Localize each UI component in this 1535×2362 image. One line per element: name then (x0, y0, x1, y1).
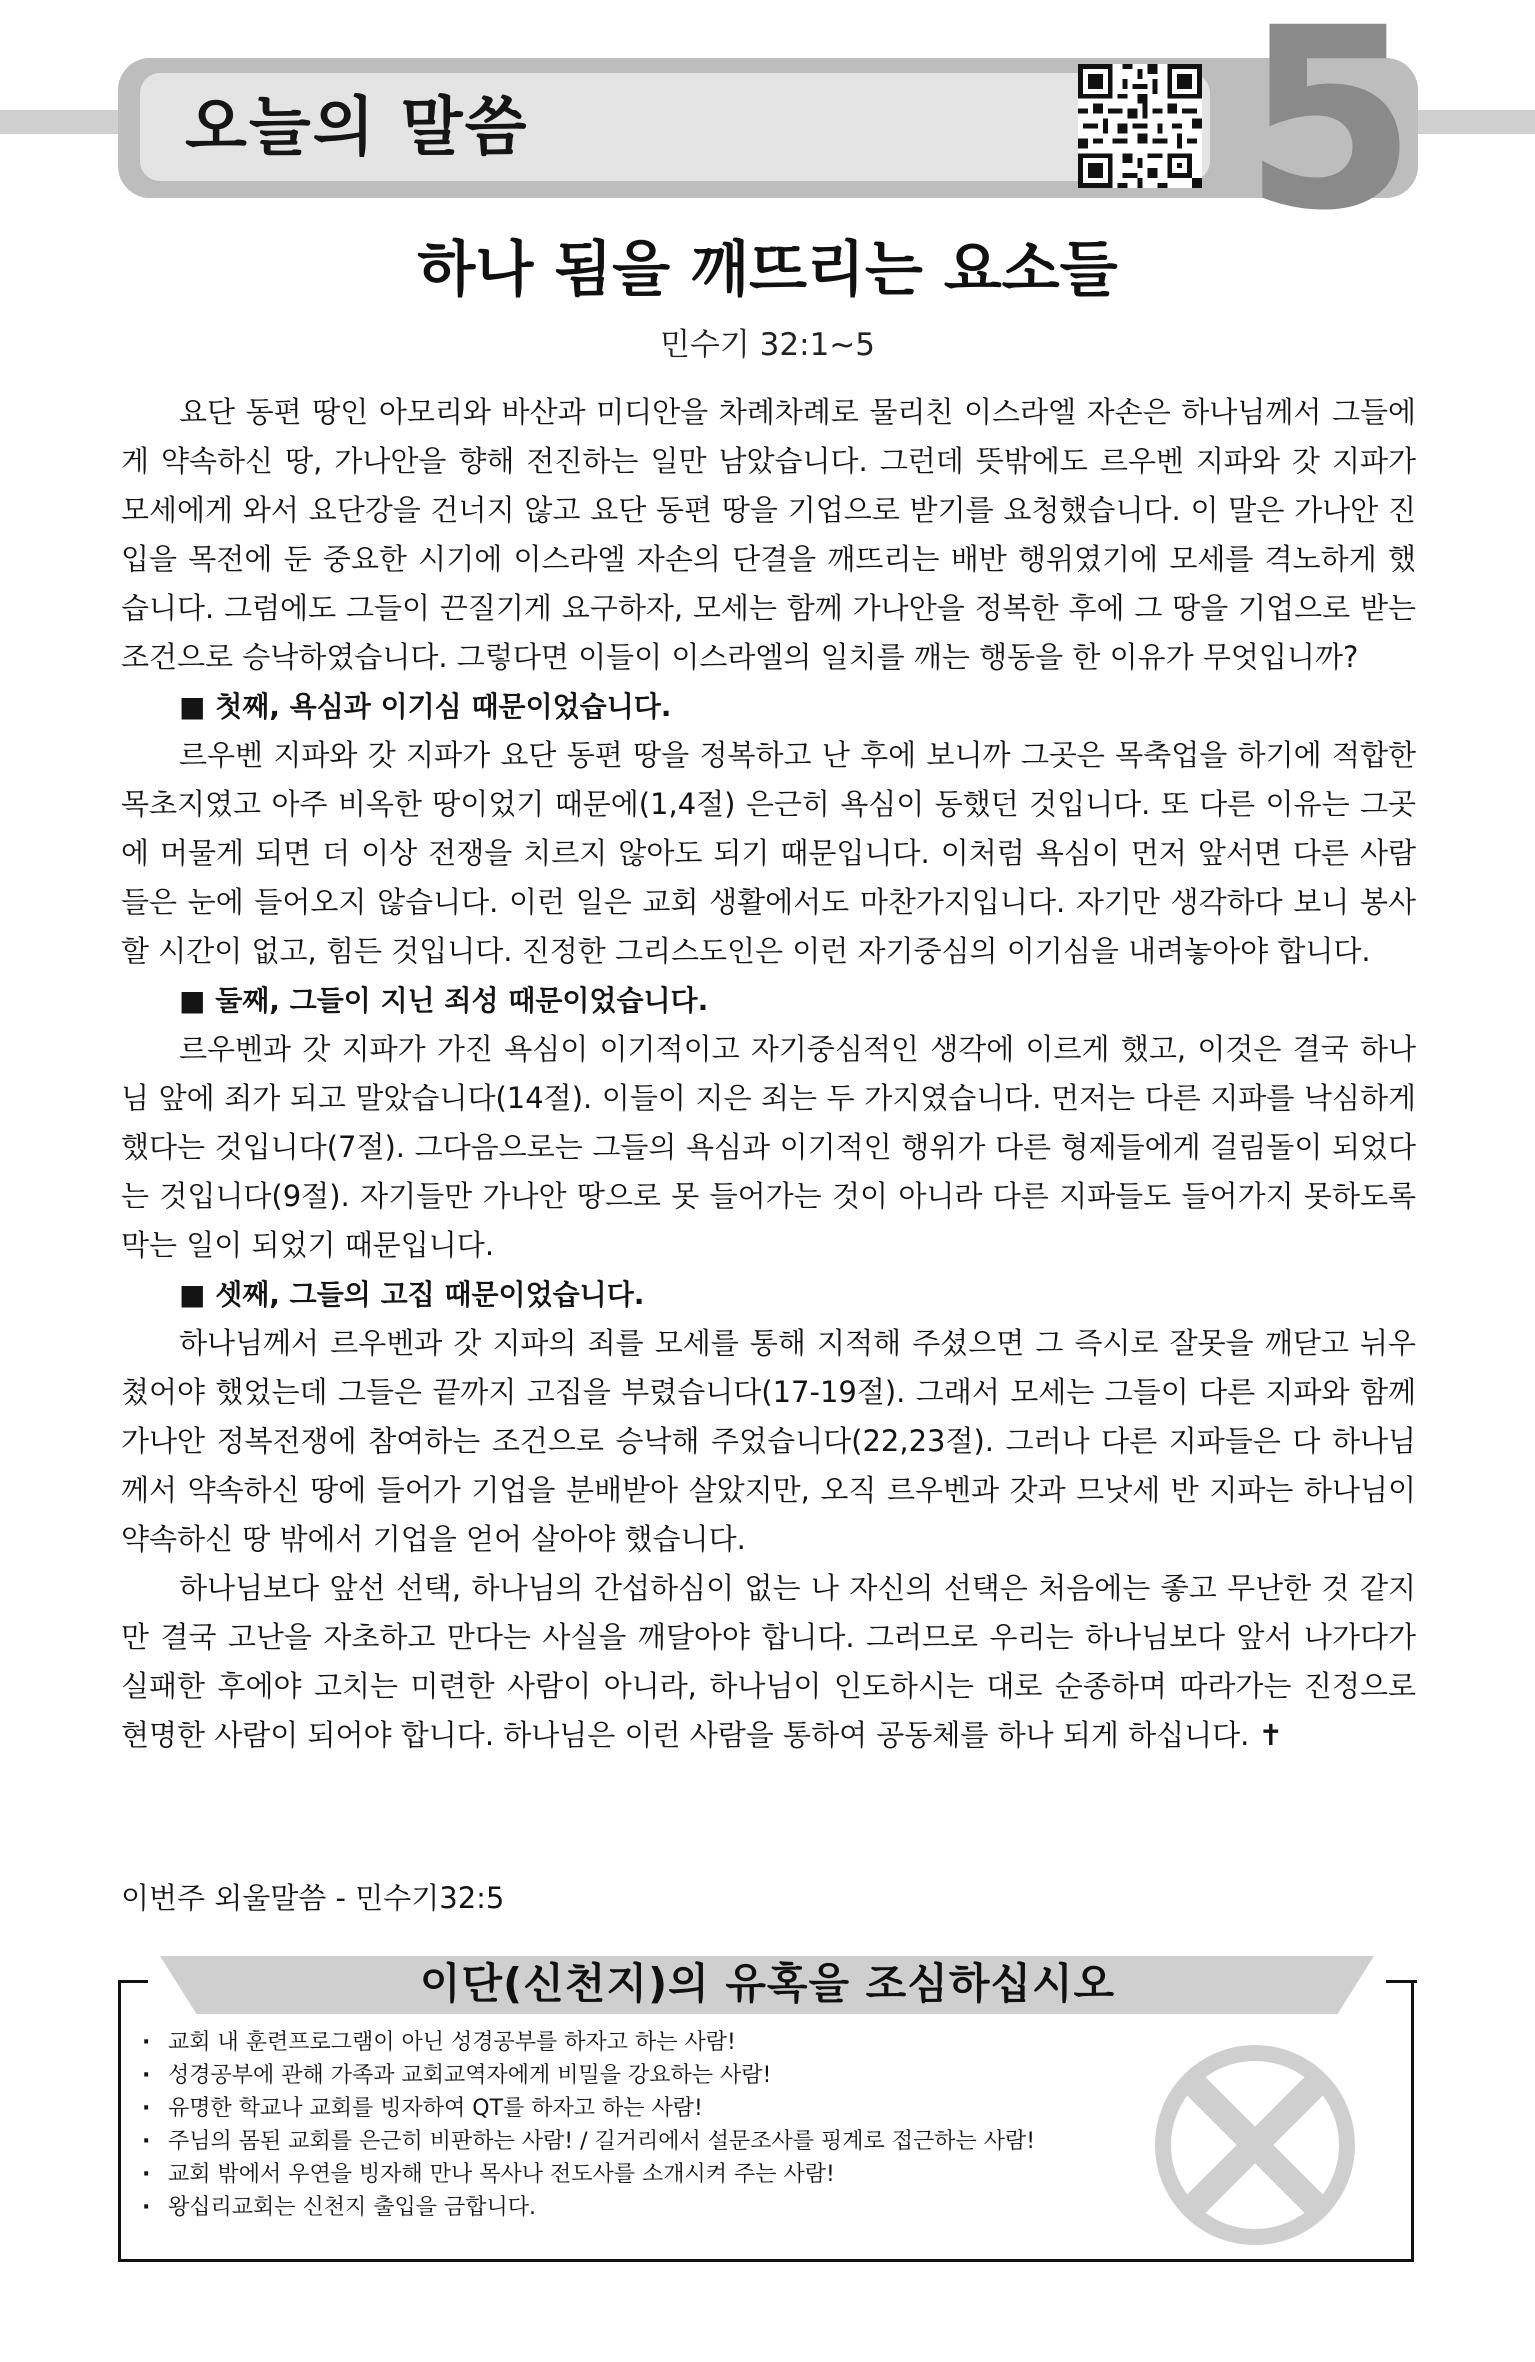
list-item: · 교회 밖에서 우연을 빙자해 만나 목사나 전도사를 소개시켜 주는 사람! (142, 2158, 1242, 2191)
point-heading: ■ 첫째, 욕심과 이기심 때문이었습니다. (179, 690, 672, 723)
list-item: · 성경공부에 관해 가족과 교회교역자에게 비밀을 강요하는 사람! (142, 2059, 1242, 2092)
point-heading: ■ 셋째, 그들의 고집 때문이었습니다. (179, 1278, 645, 1311)
conclusion-text: 하나님보다 앞선 선택, 하나님의 간섭하심이 없는 나 자신의 선택은 처음에는 좋고 무난한 것 같지만 결국 고난을 자초하고 만다는 사실을 깨달아야 합니다. 그러므로 우리는 하나님보다 앞서 나가다가 실패한 후에야 고치는 미련한 사람이 아니라, 하나님이 인도하시는 대로 순종하며 따라가는 진정으로 현명한 사람이 되어야 합니다. 하나님은 이런 사람을 통하여 공동체를 하나 되게 하십니다. (121, 1571, 1416, 1752)
point-heading: ■ 둘째, 그들이 지닌 죄성 때문이었습니다. (179, 984, 709, 1017)
sermon-title: 하나 됨을 깨뜨리는 요소들 (417, 235, 1118, 305)
warning-list (142, 2026, 1242, 2224)
warning-title: 이단(신천지)의 유혹을 조심하십시오 (419, 1959, 1116, 2008)
list-item: · 유명한 학교나 교회를 빙자하여 QT를 하자고 하는 사람! (142, 2092, 1242, 2125)
scripture-reference: 민수기 32:1~5 (659, 327, 875, 363)
qr-code-icon[interactable] (1078, 64, 1202, 188)
list-item: · 왕십리교회는 신천지 출입을 금합니다. (142, 2191, 1242, 2224)
sermon-body (121, 388, 1416, 1760)
list-item: · 교회 내 훈련프로그램이 아닌 성경공부를 하자고 하는 사람! (142, 2026, 1242, 2059)
body-paragraph: 하나님께서 르우벤과 갓 지파의 죄를 모세를 통해 지적해 주셨으면 그 즉시로 잘못을 깨닫고 뉘우쳤어야 했었는데 그들은 끝까지 고집을 부렸습니다(17-19절). 그래서 모세는 그들이 다른 지파와 함께 가나안 정복전쟁에 참여하는 조건으로 승낙해 주었습니다(22,23절). 그러나 다른 지파들은 다 하나님께서 약속하신 땅에 들어가 기업을 분배받아 살았지만, 오직 르우벤과 갓과 므낫세 반 지파는 하나님이 약속하신 땅 밖에서 기업을 얻어 살아야 했습니다. (121, 1326, 1416, 1556)
page-number: 5 (1243, 0, 1417, 265)
body-paragraph: 르우벤 지파와 갓 지파가 요단 동편 땅을 정복하고 난 후에 보니까 그곳은 목축업을 하기에 적합한 목초지였고 아주 비옥한 땅이었기 때문에(1,4절) 은근히 욕심이 동했던 것입니다. 또 다른 이유는 그곳에 머물게 되면 더 이상 전쟁을 치르지 않아도 되기 때문입니다. 이처럼 욕심이 먼저 앞서면 다른 사람들은 눈에 들어오지 않습니다. 이런 일은 교회 생활에서도 마찬가지입니다. 자기만 생각하다 보니 봉사할 시간이 없고, 힘든 것입니다. 진정한 그리스도인은 이런 자기중심의 이기심을 내려놓아야 합니다. (121, 738, 1416, 968)
x-circle-icon (1150, 2040, 1360, 2250)
list-item: · 주님의 몸된 교회를 은근히 비판하는 사람! / 길거리에서 설문조사를 핑계로 접근하는 사람! (142, 2125, 1242, 2158)
memory-verse: 이번주 외울말씀 - 민수기32:5 (121, 1881, 505, 1915)
body-paragraph: 르우벤과 갓 지파가 가진 욕심이 이기적이고 자기중심적인 생각에 이르게 했고, 이것은 결국 하나님 앞에 죄가 되고 말았습니다(14절). 이들이 지은 죄는 두 가지였습니다. 먼저는 다른 지파를 낙심하게 했다는 것입니다(7절). 그다음으로는 그들의 욕심과 이기적인 행위가 다른 형제들에게 걸림돌이 되었다는 것입니다(9절). 자기들만 가나안 땅으로 못 들어가는 것이 아니라 다른 지파들도 들어가지 못하도록 막는 일이 되었기 때문입니다. (121, 1032, 1416, 1262)
conclusion-paragraph (121, 1564, 1416, 1760)
cross-icon: ✝ (1258, 1718, 1283, 1752)
intro-paragraph: 요단 동편 땅인 아모리와 바산과 미디안을 차례차례로 물리친 이스라엘 자손은 하나님께서 그들에게 약속하신 땅, 가나안을 향해 전진하는 일만 남았습니다. 그런데 뜻밖에도 르우벤 지파와 갓 지파가 모세에게 와서 요단강을 건너지 않고 요단 동편 땅을 기업으로 받기를 요청했습니다. 이 말은 가나안 진입을 목전에 둔 중요한 시기에 이스라엘 자손의 단결을 깨뜨리는 배반 행위였기에 모세를 격노하게 했습니다. 그럼에도 그들이 끈질기게 요구하자, 모세는 함께 가나안을 정복한 후에 그 땅을 기업으로 받는 조건으로 승낙하였습니다. 그렇다면 이들이 이스라엘의 일치를 깨는 행동을 한 이유가 무엇입니까? (121, 395, 1416, 674)
section-title: 오늘의 말씀 (185, 91, 529, 165)
